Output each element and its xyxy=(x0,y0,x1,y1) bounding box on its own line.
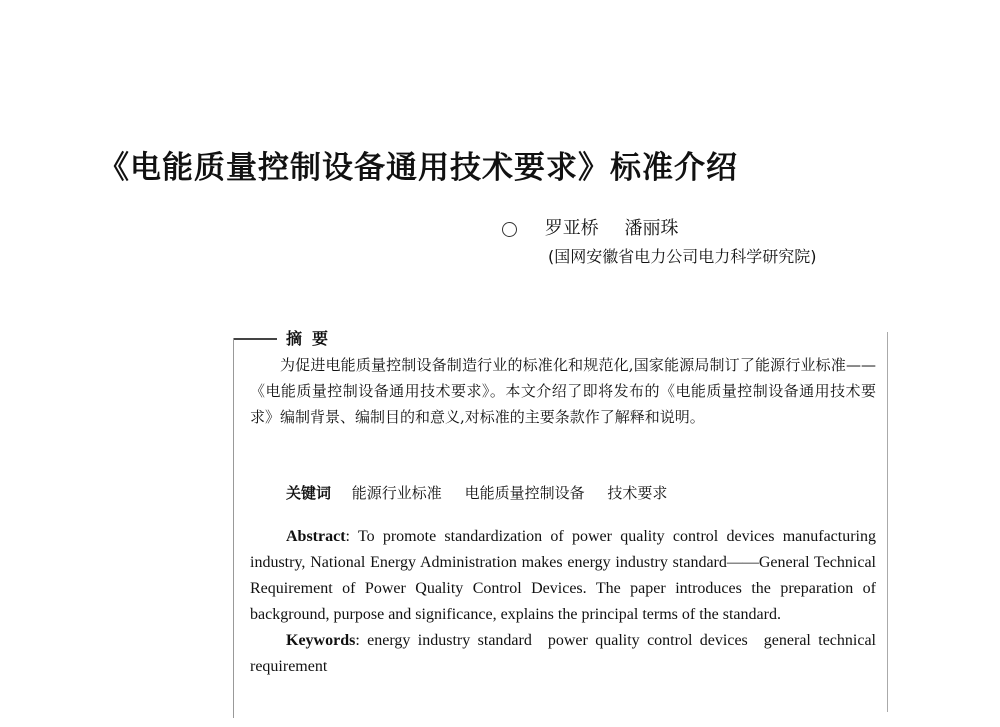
keywords-zh xyxy=(286,482,886,503)
keyword-zh: 技术要求 xyxy=(607,484,668,502)
abstract-en xyxy=(250,524,876,680)
keyword-zh: 电能质量控制设备 xyxy=(464,484,585,502)
abstract-zh xyxy=(250,326,876,430)
abstract-en-label: Abstract xyxy=(286,528,346,545)
abstract-frame-right-rule xyxy=(887,332,888,712)
author-name: 罗亚桥 xyxy=(544,218,599,239)
keywords-en-colon: : xyxy=(355,632,368,649)
abstract-zh-heading: 摘要 xyxy=(286,329,339,348)
author-name: 潘丽珠 xyxy=(624,218,679,239)
abstract-en-body: To promote standardization of power quality control devices manufacturing industry, National Energy Administration makes energy industry standard——General Technical Requirement of Power Quality Control Devices. The paper introduces the preparation of background, purpose and significance, explains the principal terms of the standard. xyxy=(250,528,877,623)
abstract-en-colon: : xyxy=(345,528,358,545)
author-affiliation: (国网安徽省电力公司电力科学研究院) xyxy=(548,247,817,266)
keywords-en-label: Keywords xyxy=(286,632,356,649)
keyword-en: energy industry standard xyxy=(367,632,532,649)
keyword-zh: 能源行业标准 xyxy=(351,484,442,502)
abstract-frame-left-rule xyxy=(233,338,234,718)
author-circle-icon xyxy=(502,222,517,237)
keywords-zh-label: 关键词 xyxy=(286,484,332,502)
keywords-en xyxy=(250,628,876,680)
abstract-zh-body: 为促进电能质量控制设备制造行业的标准化和规范化,国家能源局制订了能源行业标准——《电能质量控制设备通用技术要求》。本文介绍了即将发布的《电能质量控制设备通用技术要求》编制背景、编制目的和意义,对标准的主要条款作了解释和说明。 xyxy=(250,356,876,426)
abstract-en-paragraph xyxy=(250,524,876,628)
keyword-en: general technical requirement xyxy=(250,632,876,675)
paper-title: 《电能质量控制设备通用技术要求》标准介绍 xyxy=(98,150,738,186)
author-line xyxy=(500,214,698,240)
keyword-en: power quality control devices xyxy=(547,632,748,649)
